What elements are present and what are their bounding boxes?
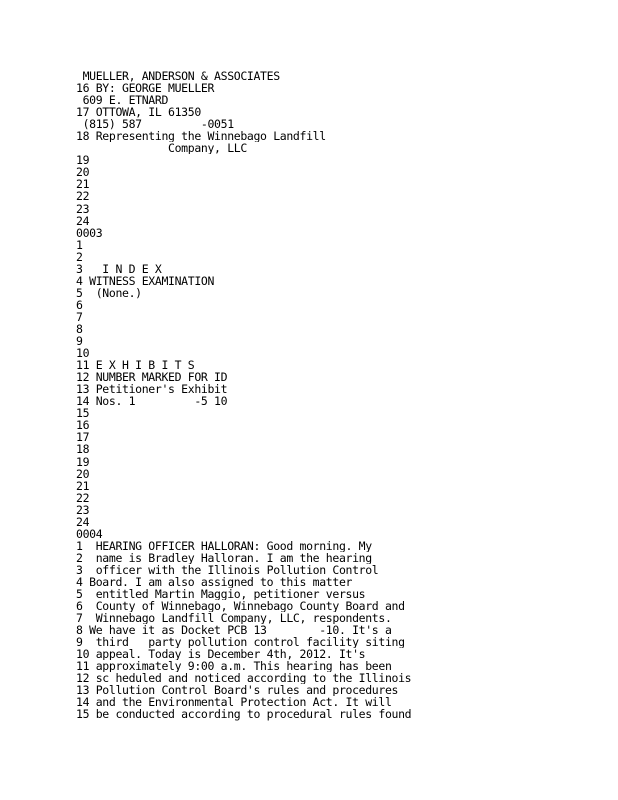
transcript-line: 16 BY: GEORGE MUELLER <box>76 82 215 95</box>
transcript-line: 13 Pollution Control Board's rules and procedures <box>76 684 399 697</box>
transcript-line: 20 <box>76 166 90 179</box>
transcript-line: 9 <box>76 335 83 348</box>
transcript-line: 8 <box>76 322 83 336</box>
transcript-line: 12 sc heduled and noticed according to the Illinois <box>76 672 412 685</box>
transcript-line: 20 <box>76 467 90 480</box>
transcript-line: 22 <box>76 491 90 504</box>
transcript-line: 6 <box>76 298 83 311</box>
transcript-line: (815) 587 -0051 <box>76 118 234 131</box>
transcript-line: 19 <box>76 455 90 468</box>
transcript-line: 19 <box>76 154 90 167</box>
transcript-line: 10 <box>76 347 90 360</box>
transcript-line: MUELLER, ANDERSON & ASSOCIATES <box>76 70 280 83</box>
transcript-line: 15 be conducted according to procedural rules found <box>76 708 412 721</box>
transcript-line: 16 <box>76 419 90 432</box>
transcript-line: 15 <box>76 407 90 420</box>
transcript-line: 4 WITNESS EXAMINATION <box>76 274 215 287</box>
transcript-page <box>76 70 616 721</box>
transcript-line: 12 NUMBER MARKED FOR ID <box>76 371 228 384</box>
transcript-line: 17 <box>76 431 90 444</box>
transcript-line: 1 HEARING OFFICER HALLORAN: Good morning. My <box>76 539 372 552</box>
transcript-line: 18 <box>76 443 90 456</box>
transcript-line: 6 County of Winnebago, Winnebago County Board and <box>76 600 405 613</box>
transcript-line: 24 <box>76 515 90 528</box>
transcript-line: 5 (None.) <box>76 286 142 299</box>
transcript-line: 14 Nos. 1 -5 10 <box>76 395 228 408</box>
transcript-line: 7 Winnebago Landfill Company, LLC, respondents. <box>76 612 392 625</box>
transcript-line: 11 approximately 9:00 a.m. This hearing has been <box>76 660 392 673</box>
transcript-line: 21 <box>76 479 90 492</box>
transcript-line: 609 E. ETNARD <box>76 94 169 107</box>
transcript-line: 18 Representing the Winnebago Landfill <box>76 130 326 143</box>
page-number-line: 0003 <box>76 226 103 239</box>
transcript-line: 3 officer with the Illinois Pollution Control <box>76 563 379 576</box>
transcript-line: 14 and the Environmental Protection Act. It will <box>76 696 392 709</box>
transcript-line: 1 <box>76 238 83 251</box>
transcript-line: 8 We have it as Docket PCB 13 -10. It's a <box>76 624 392 637</box>
transcript-line: 21 <box>76 178 90 191</box>
transcript-line: 2 <box>76 250 83 263</box>
transcript-line: 17 OTTOWA, IL 61350 <box>76 106 201 119</box>
transcript-line: 9 third party pollution control facility siting <box>76 636 405 649</box>
transcript-line: 24 <box>76 214 90 227</box>
transcript-line: 4 Board. I am also assigned to this matter <box>76 575 353 589</box>
transcript-line: 10 appeal. Today is December 4th, 2012. It's <box>76 648 366 661</box>
transcript-line: 13 Petitioner's Exhibit <box>76 383 228 396</box>
transcript-line: 23 <box>76 202 90 215</box>
page-number-line: 0004 <box>76 527 103 540</box>
transcript-line: 23 <box>76 503 90 516</box>
transcript-line: 22 <box>76 190 90 203</box>
transcript-line: 5 entitled Martin Maggio, petitioner versus <box>76 588 366 601</box>
transcript-line: 2 name is Bradley Halloran. I am the hearing <box>76 551 372 564</box>
index-heading: 3 I N D E X <box>76 262 162 275</box>
transcript-line: Company, LLC <box>76 142 247 155</box>
transcript-line: 7 <box>76 310 83 323</box>
exhibits-heading: 11 E X H I B I T S <box>76 359 195 372</box>
